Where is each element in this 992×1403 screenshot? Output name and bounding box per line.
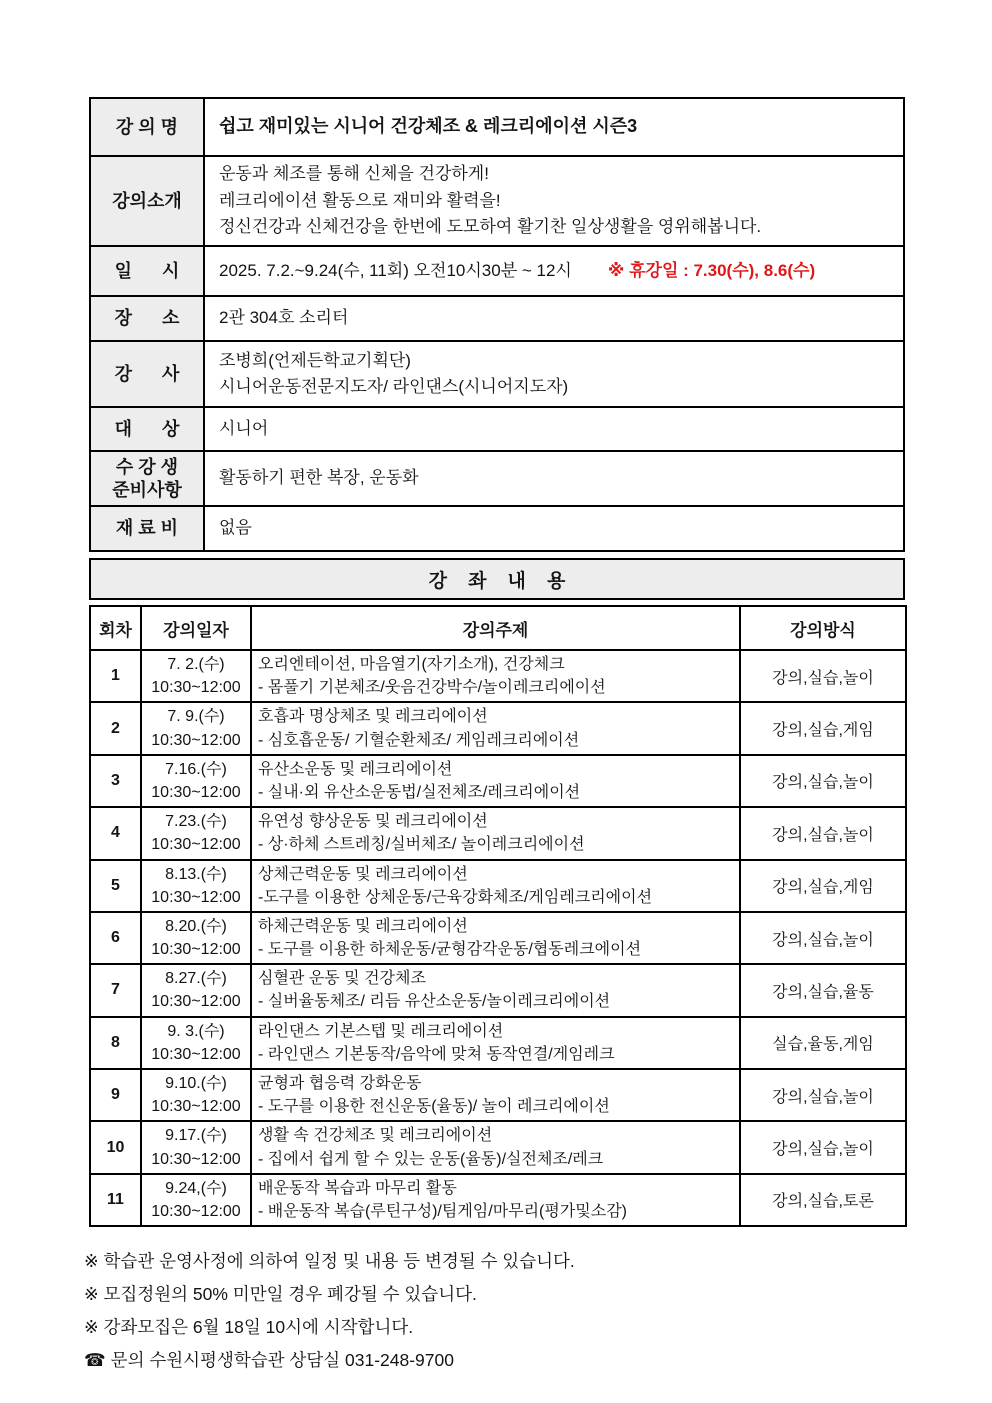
schedule-row [90,964,906,1016]
info-label-text: 강 사 [114,363,180,384]
session-topic-cell [251,1069,740,1121]
schedule-row [90,755,906,807]
info-value-cell [204,98,904,156]
session-method: 강의,실습,놀이 [740,1121,906,1173]
info-label-text: 수 강 생 [115,457,179,477]
info-value-span: 2025. 7.2.~9.24(수, 11회) 오전10시30분 ~ 12시 [219,260,572,280]
session-topic-detail: - 도구를 이용한 하체운동/균형감각운동/협동레크에이션 [258,941,642,959]
session-number: 11 [90,1174,141,1226]
session-topic-detail: - 실내·외 유산소운동법/실전체조/레크리에이션 [258,783,581,801]
info-value-cell [204,246,904,296]
session-time: 10:30~12:00 [151,783,241,801]
session-number: 4 [90,807,141,859]
session-date-cell [141,650,251,702]
session-topic-cell [251,807,740,859]
session-date-cell [141,702,251,754]
session-time: 10:30~12:00 [151,993,241,1011]
schedule-row [90,650,906,702]
session-topic-detail: - 집에서 쉽게 할 수 있는 운동(율동)/실전체조/레크 [258,1150,604,1168]
info-value-text [219,214,889,240]
session-time: 10:30~12:00 [151,1098,241,1116]
info-row [90,341,904,407]
info-row [90,246,904,296]
session-topic-detail: - 배운동작 복습(루틴구성)/팀게임/마무리(평가및소감) [258,1202,627,1220]
session-method: 실습,율동,게임 [740,1017,906,1069]
schedule-table [89,605,907,1227]
info-value-cell [204,296,904,341]
session-date-cell [141,912,251,964]
session-topic-title: 상체근력운동 및 레크리에이션 [258,865,468,883]
note-line: ※ 강좌모집은 6월 18일 10시에 시작합니다. [84,1317,414,1338]
session-number: 2 [90,702,141,754]
info-row [90,156,904,246]
info-value-span: 활동하기 편한 복장, 운동화 [219,468,419,488]
schedule-row [90,860,906,912]
session-topic-cell [251,860,740,912]
info-value-text [219,188,889,214]
info-value-span: 레크리에이션 활동으로 재미와 활력을! [219,190,501,210]
session-method: 강의,실습,놀이 [740,912,906,964]
session-topic-title: 유산소운동 및 레크리에이션 [258,760,453,778]
session-date: 7. 9.(수) [167,708,225,726]
schedule-row [90,702,906,754]
session-number: 3 [90,755,141,807]
session-topic-title: 생활 속 건강체조 및 레크리에이션 [258,1127,493,1145]
info-value-text [219,515,889,541]
info-value-span: 없음 [219,518,252,538]
info-value-text [219,305,889,331]
course-info-table [89,97,905,552]
schedule-body [90,650,906,1226]
schedule-header-session: 회차 [90,606,141,650]
session-topic-cell [251,964,740,1016]
session-time: 10:30~12:00 [151,1045,241,1063]
session-topic-title: 균형과 협응력 강화운동 [258,1075,422,1092]
session-topic-title: 하체근력운동 및 레크리에이션 [258,917,468,935]
session-date-cell [141,1121,251,1173]
session-date-cell [141,964,251,1016]
session-topic-cell [251,1121,740,1173]
info-label-text: 재 료 비 [115,518,179,539]
session-time: 10:30~12:00 [151,1202,241,1220]
session-time: 10:30~12:00 [151,731,241,749]
session-date: 9.17.(수) [165,1127,227,1145]
course-info-body [90,98,904,551]
session-topic-title: 라인댄스 기본스텝 및 레크리에이션 [258,1022,504,1040]
session-topic-title: 호흡과 명상체조 및 레크리에이션 [258,708,488,726]
section-title: 강 좌 내 용 [428,570,566,592]
info-row [90,407,904,451]
session-date-cell [141,755,251,807]
info-row [90,451,904,506]
session-topic-detail: -도구를 이용한 상체운동/근육강화체조/게임레크리에이션 [258,888,653,906]
schedule-row [90,912,906,964]
session-number: 10 [90,1121,141,1173]
info-label-cell [90,407,204,451]
info-label-cell [90,341,204,407]
session-time: 10:30~12:00 [151,1150,241,1168]
info-label-text: 강 의 명 [115,116,179,137]
schedule-row [90,1121,906,1173]
page-content [84,97,905,1377]
info-label-cell [90,506,204,551]
info-value-text [219,258,889,284]
session-time: 10:30~12:00 [151,941,241,959]
info-value-text [219,113,889,141]
session-method: 강의,실습,게임 [740,860,906,912]
session-method: 강의,실습,놀이 [740,1069,906,1121]
session-date: 7.16.(수) [165,760,227,778]
session-number: 8 [90,1017,141,1069]
session-number: 9 [90,1069,141,1121]
session-date-cell [141,807,251,859]
session-topic-cell [251,650,740,702]
info-value-span: 정신건강과 신체건강을 한번에 도모하여 활기찬 일상생활을 영위해봅니다. [219,217,762,237]
info-value-span: 시니어운동전문지도자/ 라인댄스(시니어지도자) [219,377,569,396]
schedule-row [90,1017,906,1069]
info-label-text: 일 시 [114,260,180,281]
session-time: 10:30~12:00 [151,888,241,906]
session-date-cell [141,1069,251,1121]
note-line: ※ 학습관 운영사정에 의하여 일정 및 내용 등 변경될 수 있습니다. [84,1251,575,1272]
session-topic-cell [251,1017,740,1069]
session-date: 8.13.(수) [165,865,227,883]
session-date: 9. 3.(수) [167,1022,225,1040]
schedule-row [90,1069,906,1121]
session-topic-title: 심혈관 운동 및 건강체조 [258,970,426,988]
session-date: 9.24,(수) [165,1179,227,1197]
session-method: 강의,실습,놀이 [740,650,906,702]
session-date-cell [141,1174,251,1226]
info-row [90,506,904,551]
info-value-cell [204,451,904,506]
session-date: 9.10.(수) [165,1075,227,1092]
info-value-cell [204,506,904,551]
session-method: 강의,실습,놀이 [740,755,906,807]
session-topic-cell [251,755,740,807]
session-method: 강의,실습,토론 [740,1174,906,1226]
info-value-span: 시니어 [219,418,269,438]
session-topic-detail: - 라인댄스 기본동작/음악에 맞쳐 동작연결/게임레크 [258,1045,615,1063]
info-label-text: 강의소개 [112,190,182,211]
session-topic-detail: - 도구를 이용한 전신운동(율동)/ 놀이 레크리에이션 [258,1098,610,1116]
session-date: 7. 2.(수) [167,656,225,673]
info-row [90,98,904,156]
info-value-text [219,348,889,374]
session-time: 10:30~12:00 [151,836,241,854]
info-label-cell [90,98,204,156]
info-label-text: 장 소 [114,308,180,329]
session-method: 강의,실습,놀이 [740,807,906,859]
section-title-banner [89,558,905,600]
footer-notes [84,1245,905,1377]
session-date: 8.27.(수) [165,970,227,988]
note-line: ※ 모집정원의 50% 미만일 경우 폐강될 수 있습니다. [84,1284,477,1305]
info-label-cell [90,246,204,296]
info-value-cell [204,156,904,246]
info-label-text: 대 상 [114,418,180,439]
info-label-text: 준비사항 [112,479,182,500]
info-value-span: 쉽고 재미있는 시니어 건강체조 & 레크리에이션 시즌3 [219,116,638,137]
session-topic-cell [251,1174,740,1226]
session-number: 7 [90,964,141,1016]
schedule-header-row [90,606,906,650]
schedule-header-method: 강의방식 [740,606,906,650]
session-date: 8.20.(수) [165,917,227,935]
info-value-cell [204,407,904,451]
info-value-cell [204,341,904,407]
schedule-row [90,807,906,859]
session-date-cell [141,860,251,912]
info-value-text [219,416,889,442]
session-date-cell [141,1017,251,1069]
session-date: 7.23.(수) [165,813,227,831]
session-topic-title: 유연성 향상운동 및 레크리에이션 [258,813,488,831]
info-label-cell [90,451,204,506]
info-label-cell [90,156,204,246]
schedule-row [90,1174,906,1226]
info-value-text [219,374,889,400]
info-row [90,296,904,341]
session-topic-cell [251,912,740,964]
session-topic-detail: - 실버율동체조/ 리듬 유산소운동/놀이레크리에이션 [258,993,611,1011]
session-topic-detail: - 심호흡운동/ 기혈순환체조/ 게임레크리에이션 [258,731,580,749]
info-value-span: 2관 304호 소리터 [219,308,349,328]
note-line: ☎ 문의 수원시평생학습관 상담실 031-248-9700 [84,1350,454,1371]
session-method: 강의,실습,게임 [740,702,906,754]
session-number: 1 [90,650,141,702]
session-number: 5 [90,860,141,912]
info-value-span: 조병희(언제든학교기획단) [219,350,411,370]
session-topic-cell [251,702,740,754]
session-topic-detail: - 몸풀기 기본체조/웃음건강박수/놀이레크리에이션 [258,679,606,697]
info-value-text [219,465,889,491]
info-value-span: 운동과 체조를 통해 신체을 건강하게! [219,164,489,184]
session-topic-title: 오리엔테이션, 마음열기(자기소개), 건강체크 [258,656,565,673]
session-topic-detail: - 상·하체 스트레칭/실버체조/ 놀이레크리에이션 [258,836,585,854]
session-method: 강의,실습,율동 [740,964,906,1016]
schedule-header-date: 강의일자 [141,606,251,650]
info-label-cell [90,296,204,341]
session-time: 10:30~12:00 [151,679,241,697]
info-value-text [219,161,889,187]
holiday-note: ※ 휴강일 : 7.30(수), 8.6(수) [607,260,816,280]
session-topic-title: 배운동작 복습과 마무리 활동 [258,1179,457,1197]
schedule-header-topic: 강의주제 [251,606,740,650]
session-number: 6 [90,912,141,964]
